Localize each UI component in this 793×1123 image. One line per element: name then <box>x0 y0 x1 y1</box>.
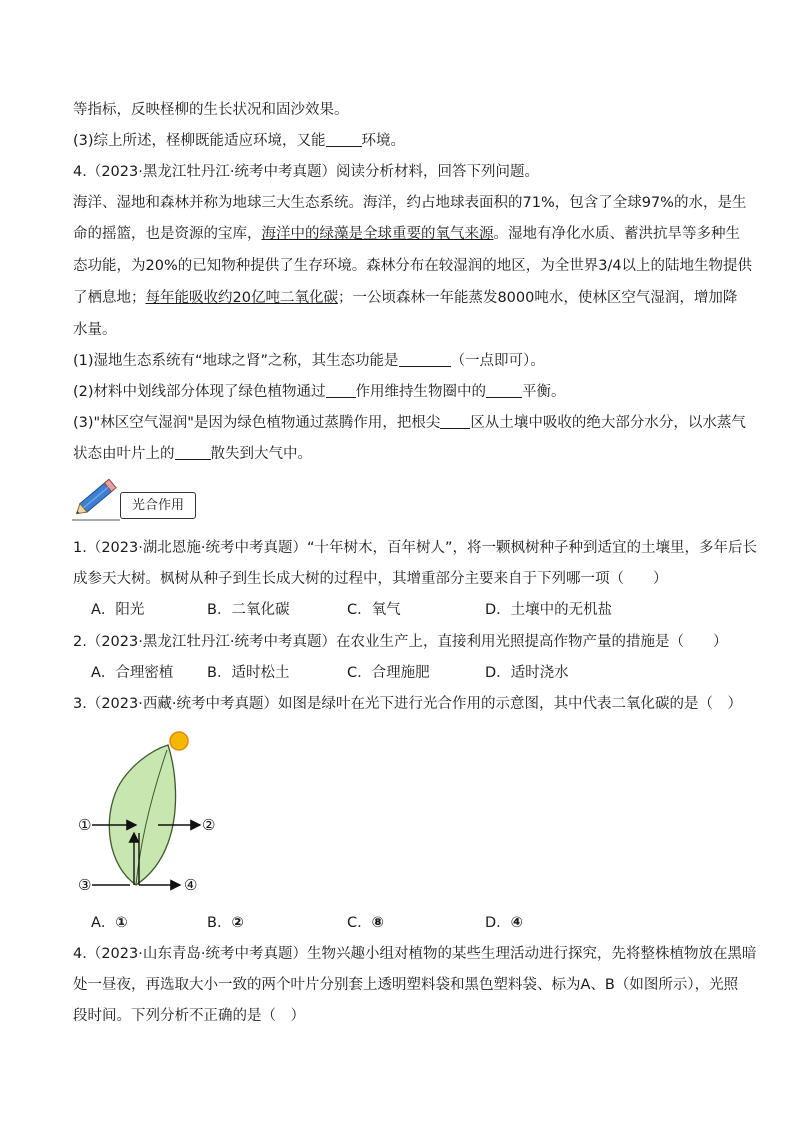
option-c[interactable]: C．⑧ <box>347 915 384 931</box>
material-line: 态功能，为20%的已知物种提供了生存环境。森林分布在较湿润的地区，为全世界3/4以上的陆地生物提供 <box>73 258 753 274</box>
sub-question-3-cont: 状态由叶片上的 散失到大气中。 <box>73 446 312 462</box>
option-d[interactable]: D．④ <box>485 915 523 931</box>
text-line: 等指标，反映柽柳的生长状况和固沙效果。 <box>73 102 349 118</box>
photosynthesis-diagram <box>70 725 230 900</box>
option-a[interactable]: A．① <box>91 915 128 931</box>
option-a[interactable]: A．阳光 <box>91 602 145 618</box>
answer-blank[interactable] <box>486 383 522 398</box>
sun-icon <box>170 732 188 750</box>
sub-question-2: (2)材料中划线部分体现了绿色植物通过 作用维持生物圈中的 平衡。 <box>73 384 566 400</box>
sub-question-3: (3)"林区空气湿润"是因为绿色植物通过蒸腾作用，把根尖 区从土壤中吸收的绝大部分水分，以水蒸气 <box>73 415 746 431</box>
answer-blank[interactable] <box>326 132 362 147</box>
option-c[interactable]: C．合理施肥 <box>347 665 430 681</box>
label-3: ③ <box>78 876 92 894</box>
answer-blank[interactable] <box>326 383 356 398</box>
question-title: 4.（2023·山东青岛·统考中考真题）生物兴趣小组对植物的某些生理活动进行探究，先将整株植物放在黑暗 <box>73 946 757 962</box>
material-line: 水量。 <box>73 322 117 338</box>
pencil-icon <box>68 472 124 524</box>
question-line: 成参天大树。枫树从种子到生长成大树的过程中，其增重部分主要来自于下列哪一项（ ） <box>73 571 668 587</box>
question-title: 4.（2023·黑龙江牡丹江·统考中考真题）阅读分析材料，回答下列问题。 <box>73 164 539 180</box>
material-line: 了栖息地；每年能吸收约20亿吨二氧化碳；一公顷森林一年能蒸发8000吨水，使林区空气湿润，增加降 <box>73 290 738 306</box>
question-title: 2.（2023·黑龙江牡丹江·统考中考真题）在农业生产上，直接利用光照提高作物产量的措施是（ ） <box>73 634 728 650</box>
material-line: 海洋、湿地和森林并称为地球三大生态系统。海洋，约占地球表面积的71%，包含了全球97%的水，是生 <box>73 195 747 211</box>
option-a[interactable]: A．合理密植 <box>91 665 174 681</box>
underlined-text: 每年能吸收约20亿吨二氧化碳 <box>145 290 338 306</box>
option-b[interactable]: B．② <box>207 915 244 931</box>
question-line: 段时间。下列分析不正确的是（ ） <box>73 1008 305 1024</box>
option-c[interactable]: C．氧气 <box>347 602 401 618</box>
option-b[interactable]: B．二氧化碳 <box>207 602 290 618</box>
answer-blank[interactable] <box>440 414 470 429</box>
underlined-text: 海洋中的绿藻是全球重要的氧气来源 <box>261 226 494 242</box>
question-title: 1.（2023·湖北恩施·统考中考真题）“十年树木，百年树人”，将一颗枫树种子种到适宜的土壤里，多年后长 <box>73 540 757 556</box>
label-1: ① <box>78 816 92 834</box>
question-line: 处一昼夜，再选取大小一致的两个叶片分别套上透明塑料袋和黑色塑料袋、标为A、B（如图所示），光照 <box>73 977 739 993</box>
leaf-shape <box>109 745 175 885</box>
answer-blank[interactable] <box>175 445 211 460</box>
question-line: (3)综上所述，柽柳既能适应环境，又能 环境。 <box>73 133 406 149</box>
sub-question-1: (1)湿地生态系统有“地球之肾”之称，其生态功能是 （一点即可）。 <box>73 353 545 369</box>
option-b[interactable]: B．适时松土 <box>207 665 290 681</box>
question-title: 3.（2023·西藏·统考中考真题）如图是绿叶在光下进行光合作用的示意图，其中代表二氧化碳的是（ ） <box>73 696 742 712</box>
answer-blank[interactable] <box>399 352 451 367</box>
label-2: ② <box>202 816 216 834</box>
label-4: ④ <box>184 876 198 894</box>
option-d[interactable]: D．适时浇水 <box>485 665 569 681</box>
section-header-photosynthesis: 光合作用 <box>120 492 196 519</box>
material-line: 命的摇篮，也是资源的宝库，海洋中的绿藻是全球重要的氧气来源。湿地有净化水质、蓄洪抗旱等多种生 <box>73 226 740 242</box>
option-d[interactable]: D．土壤中的无机盐 <box>485 602 613 618</box>
